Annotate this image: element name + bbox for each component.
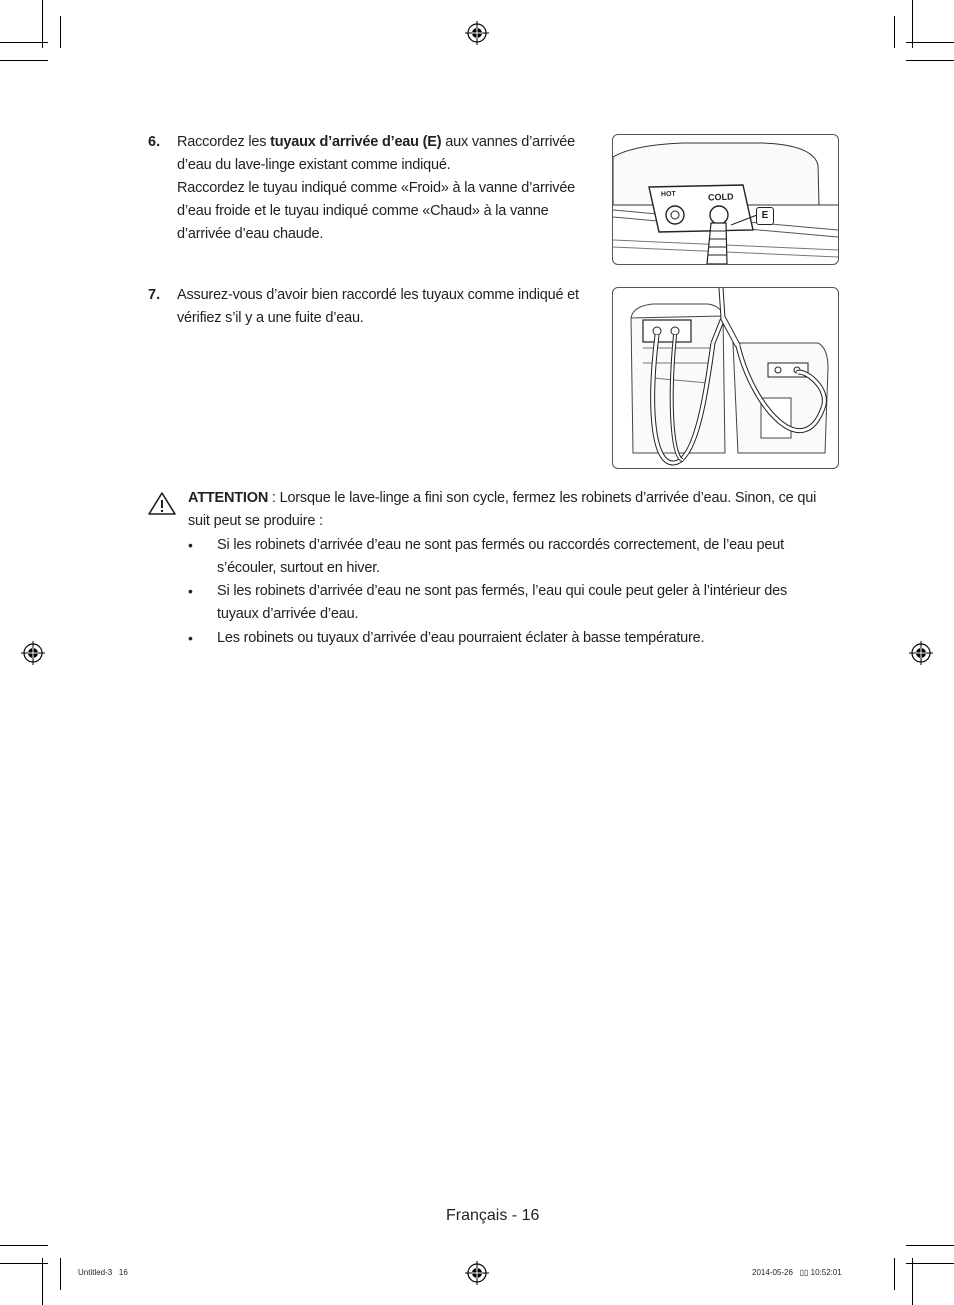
crop-mark <box>906 42 954 43</box>
crop-mark <box>0 42 48 43</box>
step-7-text: Assurez-vous d’avoir bien raccordé les tuyaux comme indiqué et vérifiez s’il y a une fuite d’eau. <box>177 287 579 326</box>
figure-connected-hoses <box>612 287 839 469</box>
bullet-text: Si les robinets d’arrivée d’eau ne sont pas fermés, l’eau qui coule peut geler à l’intérieur des tuyaux d’arrivée d’eau. <box>217 583 787 622</box>
attention-paragraph <box>188 487 828 533</box>
slug-right: 2014-05-26 ▯▯ 10:52:01 <box>752 1268 842 1277</box>
bullet-text: Si les robinets d’arrivée d’eau ne sont pas fermés ou raccordés correctement, de l’eau peut s’écouler, surtout en hiver. <box>217 537 784 576</box>
step-7-number: 7. <box>148 287 161 303</box>
registration-mark-icon <box>465 21 489 45</box>
figure-water-valves <box>612 134 839 265</box>
crop-mark <box>906 1245 954 1246</box>
crop-mark <box>912 0 913 48</box>
attention-label: ATTENTION <box>188 490 269 506</box>
registration-mark-icon <box>465 1261 489 1285</box>
crop-mark <box>912 1258 913 1305</box>
list-item <box>188 580 828 626</box>
hot-label: HOT <box>660 190 676 199</box>
registration-mark-icon <box>909 641 933 665</box>
step-6-text-end: aux vannes d’arrivée d’eau du lave-linge existant comme indiqué. <box>177 134 576 173</box>
warning-triangle-icon <box>147 491 177 516</box>
crop-mark <box>894 1258 895 1290</box>
list-item <box>188 627 828 650</box>
bullet-symbol: • <box>188 583 193 599</box>
crop-mark <box>60 16 61 48</box>
crop-mark <box>906 60 954 61</box>
bullet-symbol: • <box>188 537 193 553</box>
slug-left: Untitled-3 16 <box>78 1268 128 1277</box>
cold-label: COLD <box>707 191 734 203</box>
registration-mark-icon <box>21 641 45 665</box>
step-6-text-bold: tuyaux d’arrivée d’eau (E) <box>270 134 442 150</box>
page-number: Français - 16 <box>446 1207 540 1224</box>
crop-mark <box>42 1258 43 1305</box>
bullet-text: Les robinets ou tuyaux d’arrivée d’eau pourraient éclater à basse température. <box>217 630 705 646</box>
crop-mark <box>60 1258 61 1290</box>
step-6-text <box>177 131 597 177</box>
crop-mark <box>42 0 43 48</box>
attention-text: : Lorsque le lave-linge a fini son cycle, fermez les robinets d’arrivée d’eau. Sinon, ce qui suit peut se produire : <box>188 490 817 529</box>
crop-mark <box>906 1263 954 1264</box>
step-6-number: 6. <box>148 134 161 150</box>
crop-mark <box>0 60 48 61</box>
list-item <box>188 534 828 580</box>
step-6-paragraph-2: Raccordez le tuyau indiqué comme «Froid» à la vanne d’arrivée d’eau froide et le tuyau indiqué comme «Chaud» à la vanne d’arrivée d’eau chaude. <box>177 180 576 242</box>
crop-mark <box>894 16 895 48</box>
step-6-text-start: Raccordez les <box>177 134 271 150</box>
callout-e: E <box>756 207 774 225</box>
crop-mark <box>0 1245 48 1246</box>
bullet-symbol: • <box>188 630 193 646</box>
crop-mark <box>0 1263 48 1264</box>
